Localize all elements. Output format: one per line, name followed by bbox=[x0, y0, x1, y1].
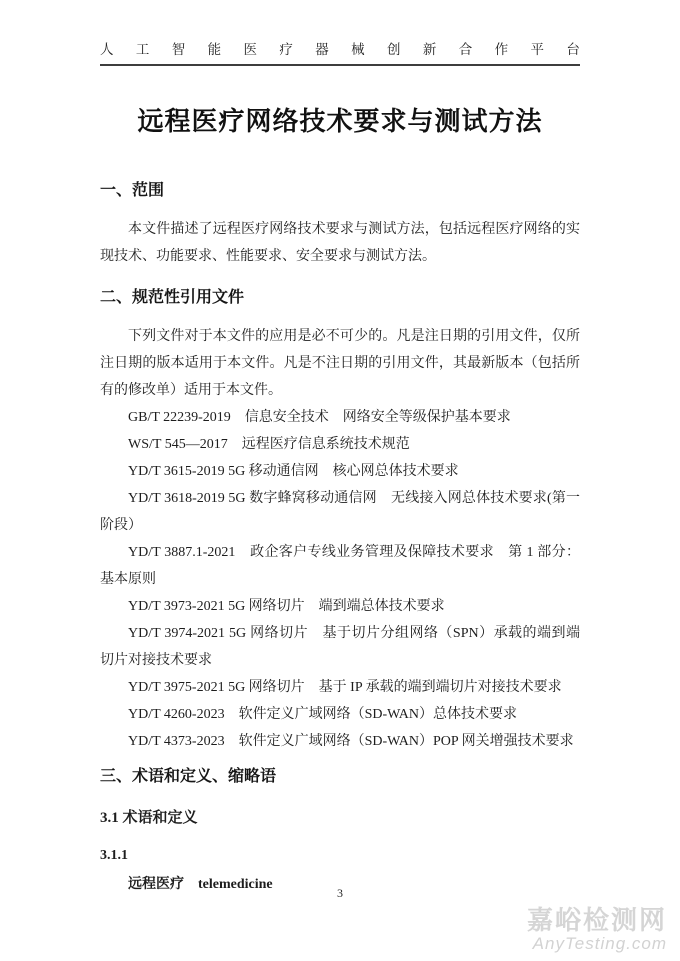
reference-item: YD/T 3975-2021 5G 网络切片 基于 IP 承载的端到端切片对接技术要求 bbox=[128, 680, 562, 695]
header-char: 能 bbox=[207, 42, 222, 57]
reference-item: GB/T 22239-2019 信息安全技术 网络安全等级保护基本要求 bbox=[128, 410, 511, 425]
reference-item: YD/T 3618-2019 5G 数字蜂窝移动通信网 无线接入网总体技术要求(第一阶段） bbox=[100, 491, 580, 533]
header-char: 作 bbox=[494, 42, 509, 57]
page-number: 3 bbox=[337, 886, 343, 900]
header-char: 人 bbox=[100, 42, 114, 57]
platform-header bbox=[100, 40, 580, 60]
watermark-chinese: 嘉峪检测网 bbox=[526, 905, 667, 935]
reference-item: YD/T 3974-2021 5G 网络切片 基于切片分组网络（SPN）承载的端到端切片对接技术要求 bbox=[100, 626, 580, 668]
subsection-heading-terms: 3.1 术语和定义 bbox=[100, 810, 198, 826]
header-char: 合 bbox=[458, 42, 473, 57]
reference-item: WS/T 545—2017 远程医疗信息系统技术规范 bbox=[128, 437, 410, 452]
clause-number: 3.1.1 bbox=[100, 848, 128, 863]
watermark-english: AnyTesting.com bbox=[532, 934, 667, 953]
header-char: 新 bbox=[422, 42, 437, 57]
reference-item: YD/T 3973-2021 5G 网络切片 端到端总体技术要求 bbox=[128, 599, 445, 614]
section-heading-references: 二、规范性引用文件 bbox=[100, 289, 245, 306]
header-char: 器 bbox=[315, 42, 329, 57]
page-title: 远程医疗网络技术要求与测试方法 bbox=[137, 107, 543, 136]
reference-item: YD/T 3887.1-2021 政企客户专线业务管理及保障技术要求 第 1 部分：基本原则 bbox=[100, 545, 580, 587]
reference-item: YD/T 3615-2019 5G 移动通信网 核心网总体技术要求 bbox=[128, 464, 459, 479]
references-intro-paragraph: 下列文件对于本文件的应用是必不可少的。凡是注日期的引用文件，仅所注日期的版本适用于本文件。凡是不注日期的引用文件，其最新版本（包括所有的修改单）适用于本文件。 bbox=[100, 329, 580, 398]
header-char: 医 bbox=[243, 42, 257, 57]
scope-paragraph: 本文件描述了远程医疗网络技术要求与测试方法，包括远程医疗网络的实现技术、功能要求、性能要求、安全要求与测试方法。 bbox=[100, 222, 580, 264]
section-heading-terms: 三、术语和定义、缩略语 bbox=[100, 768, 277, 785]
header-char: 械 bbox=[351, 42, 365, 57]
watermark bbox=[527, 906, 667, 953]
header-divider bbox=[100, 64, 580, 66]
header-char: 台 bbox=[566, 42, 580, 57]
reference-item: YD/T 4260-2023 软件定义广域网络（SD-WAN）总体技术要求 bbox=[128, 707, 518, 722]
header-char: 智 bbox=[171, 42, 186, 57]
reference-item: YD/T 4373-2023 软件定义广域网络（SD-WAN）POP 网关增强技术要求 bbox=[128, 734, 574, 749]
references-list bbox=[100, 404, 580, 755]
section-heading-scope: 一、范围 bbox=[100, 182, 165, 199]
header-char: 创 bbox=[387, 42, 401, 57]
term-english: telemedicine bbox=[198, 877, 273, 892]
header-char: 平 bbox=[530, 42, 544, 57]
header-char: 工 bbox=[135, 42, 150, 57]
header-char: 疗 bbox=[279, 42, 293, 57]
term-chinese: 远程医疗 bbox=[128, 877, 184, 892]
